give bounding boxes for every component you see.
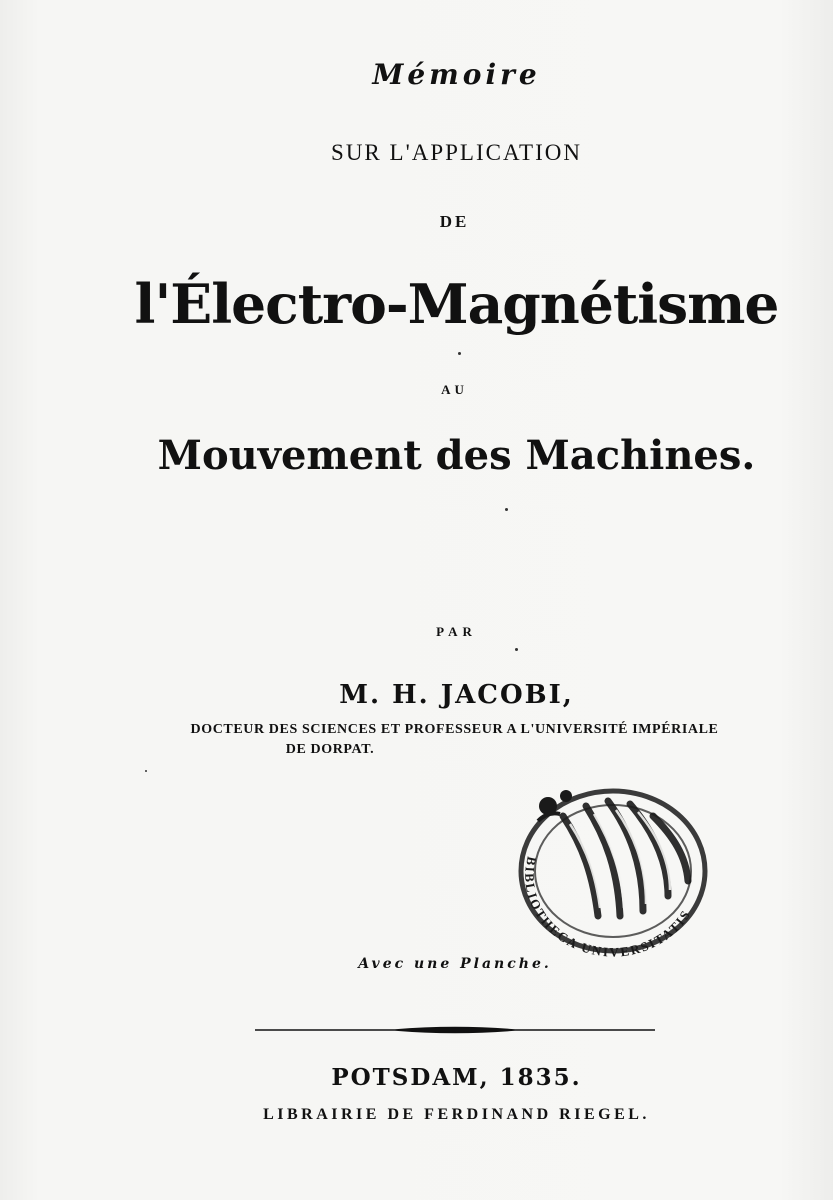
connector-au: AU xyxy=(441,382,468,397)
author-credentials-line1: DOCTEUR DES SCIENCES ET PROFESSEUR A L'UNIVERSITÉ IMPÉRIALE xyxy=(190,722,719,737)
ink-speck xyxy=(515,648,518,651)
subtitle-sur-l-application: SUR L'APPLICATION xyxy=(331,140,582,165)
publisher: LIBRAIRIE DE FERDINAND RIEGEL. xyxy=(263,1106,650,1123)
heading-memoire: Mémoire xyxy=(372,58,541,91)
place-and-year: POTSDAM, 1835. xyxy=(331,1064,582,1091)
ink-speck xyxy=(458,352,461,355)
ink-speck xyxy=(505,508,508,511)
divider-rule xyxy=(255,1024,655,1036)
ink-speck xyxy=(145,770,147,772)
author-name: M. H. JACOBI, xyxy=(339,680,574,710)
main-title: l'Électro-Magnétisme xyxy=(134,272,779,336)
plate-note: Avec une Planche. xyxy=(358,956,552,972)
author-credentials-line2: DE DORPAT. xyxy=(285,742,375,757)
connector-de: DE xyxy=(439,212,470,231)
by-label: PAR xyxy=(436,624,477,639)
second-title: Mouvement des Machines. xyxy=(157,432,756,479)
library-stamp-icon xyxy=(508,776,718,966)
stamp-rim-text: BIBLIOTHECA UNIVERSITATIS xyxy=(522,855,694,960)
